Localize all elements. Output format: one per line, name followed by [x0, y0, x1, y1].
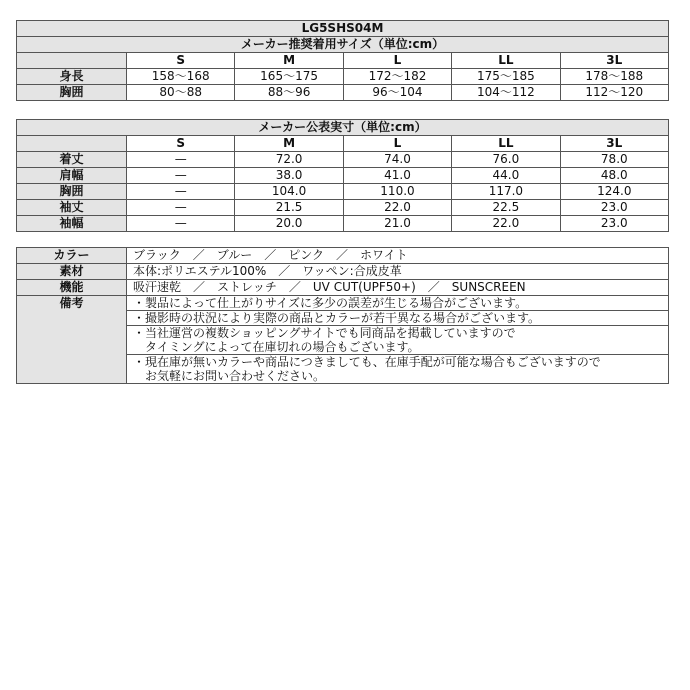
size-header-row — [17, 53, 669, 69]
size-header: M — [235, 136, 343, 152]
size-header: S — [127, 136, 235, 152]
table-cell: 88〜96 — [235, 85, 343, 101]
table-cell: 21.5 — [235, 200, 343, 216]
color-value: ブラック ／ ブルー ／ ピンク ／ ホワイト — [127, 248, 669, 264]
table-cell: — — [127, 216, 235, 232]
remark-note: ・現在庫が無いカラーや商品につきましても、在庫手配が可能な場合もございますので — [127, 355, 669, 370]
table-cell: 165〜175 — [235, 69, 343, 85]
table-cell: — — [127, 152, 235, 168]
corner-cell — [17, 136, 127, 152]
function-label: 機能 — [17, 280, 127, 296]
size-header: LL — [452, 53, 560, 69]
table-cell: 23.0 — [560, 216, 668, 232]
remarks-label: 備考 — [17, 296, 127, 384]
size-header: S — [127, 53, 235, 69]
table-row — [17, 200, 669, 216]
table-cell: 112〜120 — [560, 85, 668, 101]
function-value: 吸汗速乾 ／ ストレッチ ／ UV CUT(UPF50+) ／ SUNSCREEN — [127, 280, 669, 296]
row-label: 着丈 — [17, 152, 127, 168]
table-cell: 38.0 — [235, 168, 343, 184]
table-row — [17, 216, 669, 232]
table-cell: 23.0 — [560, 200, 668, 216]
size-header-row — [17, 136, 669, 152]
table-cell: 76.0 — [452, 152, 560, 168]
size-header: LL — [452, 136, 560, 152]
row-label: 胸囲 — [17, 184, 127, 200]
remark-note: ・撮影時の状況により実際の商品とカラーが若干異なる場合がございます。 — [127, 311, 669, 326]
remark-note: ・当社運営の複数ショッピングサイトでも同商品を掲載していますので — [127, 326, 669, 341]
row-label: 胸囲 — [17, 85, 127, 101]
row-label: 袖幅 — [17, 216, 127, 232]
table-cell: 104.0 — [235, 184, 343, 200]
actual-size-table — [16, 119, 669, 232]
table-cell: 96〜104 — [343, 85, 451, 101]
actual-title: メーカー公表実寸（単位:cm） — [17, 120, 669, 136]
table-cell: 110.0 — [343, 184, 451, 200]
recommended-title: メーカー推奨着用サイズ（単位:cm） — [17, 37, 669, 53]
size-header: 3L — [560, 53, 668, 69]
info-row-material — [17, 264, 669, 280]
remark-note: ・製品によって仕上がりサイズに多少の誤差が生じる場合がございます。 — [127, 296, 669, 311]
material-label: 素材 — [17, 264, 127, 280]
size-header: L — [343, 136, 451, 152]
table-cell: 178〜188 — [560, 69, 668, 85]
table-cell: 175〜185 — [452, 69, 560, 85]
info-row-remarks — [17, 296, 669, 311]
info-row-color — [17, 248, 669, 264]
table-row — [17, 85, 669, 101]
table-cell: 41.0 — [343, 168, 451, 184]
table-row — [17, 69, 669, 85]
remark-note: タイミングによって在庫切れの場合もございます。 — [127, 340, 669, 355]
size-header: 3L — [560, 136, 668, 152]
table-cell: 80〜88 — [127, 85, 235, 101]
info-row-function — [17, 280, 669, 296]
table-row — [17, 168, 669, 184]
table-cell: — — [127, 184, 235, 200]
table-cell: 44.0 — [452, 168, 560, 184]
table-cell: 104〜112 — [452, 85, 560, 101]
size-header: L — [343, 53, 451, 69]
table-cell: 72.0 — [235, 152, 343, 168]
table-cell: — — [127, 200, 235, 216]
table-cell: 172〜182 — [343, 69, 451, 85]
row-label: 肩幅 — [17, 168, 127, 184]
color-label: カラー — [17, 248, 127, 264]
table-cell: 78.0 — [560, 152, 668, 168]
recommended-size-table — [16, 20, 669, 101]
table-cell: 74.0 — [343, 152, 451, 168]
table-cell: 48.0 — [560, 168, 668, 184]
table-cell: 21.0 — [343, 216, 451, 232]
table-cell: 124.0 — [560, 184, 668, 200]
row-label: 身長 — [17, 69, 127, 85]
table-row — [17, 184, 669, 200]
table-cell: 20.0 — [235, 216, 343, 232]
material-value: 本体:ポリエステル100% ／ ワッペン:合成皮革 — [127, 264, 669, 280]
table-cell: 22.5 — [452, 200, 560, 216]
corner-cell — [17, 53, 127, 69]
remark-note: お気軽にお問い合わせください。 — [127, 369, 669, 384]
product-info-table — [16, 247, 669, 384]
table-cell: 117.0 — [452, 184, 560, 200]
product-code: LG5SHS04M — [17, 21, 669, 37]
table-cell: — — [127, 168, 235, 184]
row-label: 袖丈 — [17, 200, 127, 216]
table-cell: 158〜168 — [127, 69, 235, 85]
table-cell: 22.0 — [343, 200, 451, 216]
size-header: M — [235, 53, 343, 69]
table-cell: 22.0 — [452, 216, 560, 232]
table-row — [17, 152, 669, 168]
